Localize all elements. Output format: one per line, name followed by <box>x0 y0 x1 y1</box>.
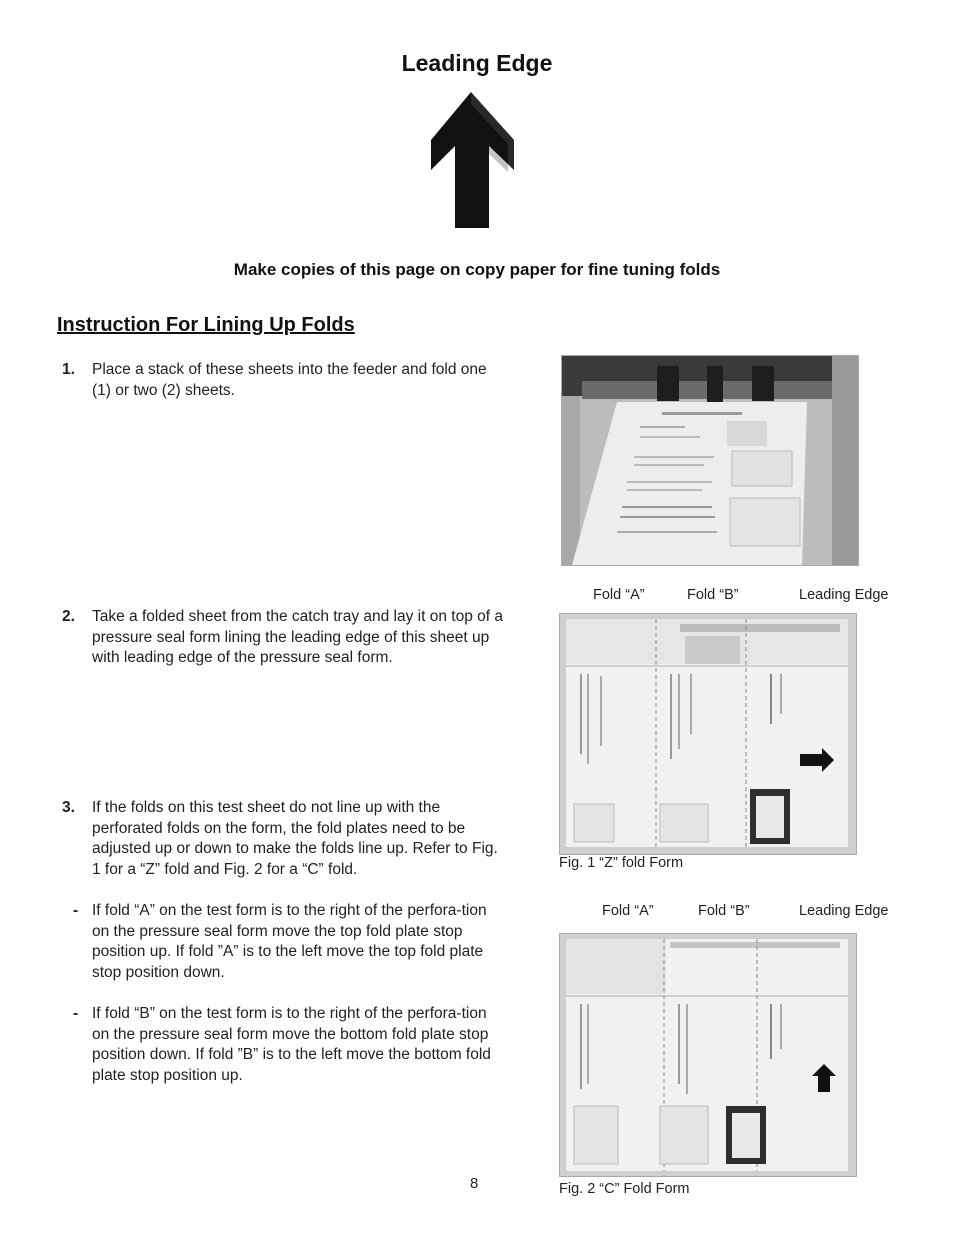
fig2-leading-edge-label: Leading Edge <box>799 903 889 919</box>
up-arrow-icon <box>428 92 518 230</box>
step-marker: 1. <box>62 361 75 378</box>
fig2-c-fold-form-photo <box>559 933 857 1177</box>
fig2-fold-b-label: Fold “B” <box>698 903 750 919</box>
section-title: Instruction For Lining Up Folds <box>57 314 355 336</box>
fig1-fold-a-label: Fold “A” <box>593 587 645 603</box>
step-2 <box>62 607 507 669</box>
sub-step-fold-b <box>62 1004 507 1086</box>
folder-machine-photo <box>561 355 859 566</box>
step-marker: 3. <box>62 799 75 816</box>
page-number: 8 <box>470 1175 479 1192</box>
bullet-dash: - <box>73 902 79 919</box>
fig1-leading-edge-label: Leading Edge <box>799 587 889 603</box>
fig1-caption: Fig. 1 “Z” fold Form <box>559 855 684 871</box>
step-1 <box>62 360 507 401</box>
step-text: Place a stack of these sheets into the feeder and fold one (1) or two (2) sheets. <box>92 361 487 399</box>
copy-instruction-heading: Make copies of this page on copy paper for fine tuning folds <box>233 260 721 279</box>
step-3 <box>62 798 507 880</box>
step-text: If fold “B” on the test form is to the right of the perfora-tion on the pressure seal form move the bottom fold plate stop position down. If fold ”B” is to the left move the bottom fold plate stop position up. <box>92 1005 491 1084</box>
fig1-fold-b-label: Fold “B” <box>687 587 739 603</box>
fig1-z-fold-form-photo <box>559 613 857 855</box>
step-text: If the folds on this test sheet do not line up with the perforated folds on the form, the fold plates need to be adjusted up or down to make the folds line up. Refer to Fig. 1 for a “Z” fold and Fig. 2 for a “C” fold. <box>92 799 498 878</box>
sub-step-fold-a <box>62 901 507 983</box>
page-title: Leading Edge <box>401 50 553 76</box>
step-text: Take a folded sheet from the catch tray and lay it on top of a pressure seal form lining the leading edge of this sheet up with leading edge of the pressure seal form. <box>92 608 503 667</box>
step-marker: 2. <box>62 608 75 625</box>
step-text: If fold “A” on the test form is to the right of the perfora-tion on the pressure seal form move the top fold plate stop position up. If fold ”A” is to the left move the top fold plate stop position down. <box>92 902 487 981</box>
fig2-fold-a-label: Fold “A” <box>602 903 654 919</box>
fig2-caption: Fig. 2 “C” Fold Form <box>559 1181 690 1197</box>
bullet-dash: - <box>73 1005 79 1022</box>
